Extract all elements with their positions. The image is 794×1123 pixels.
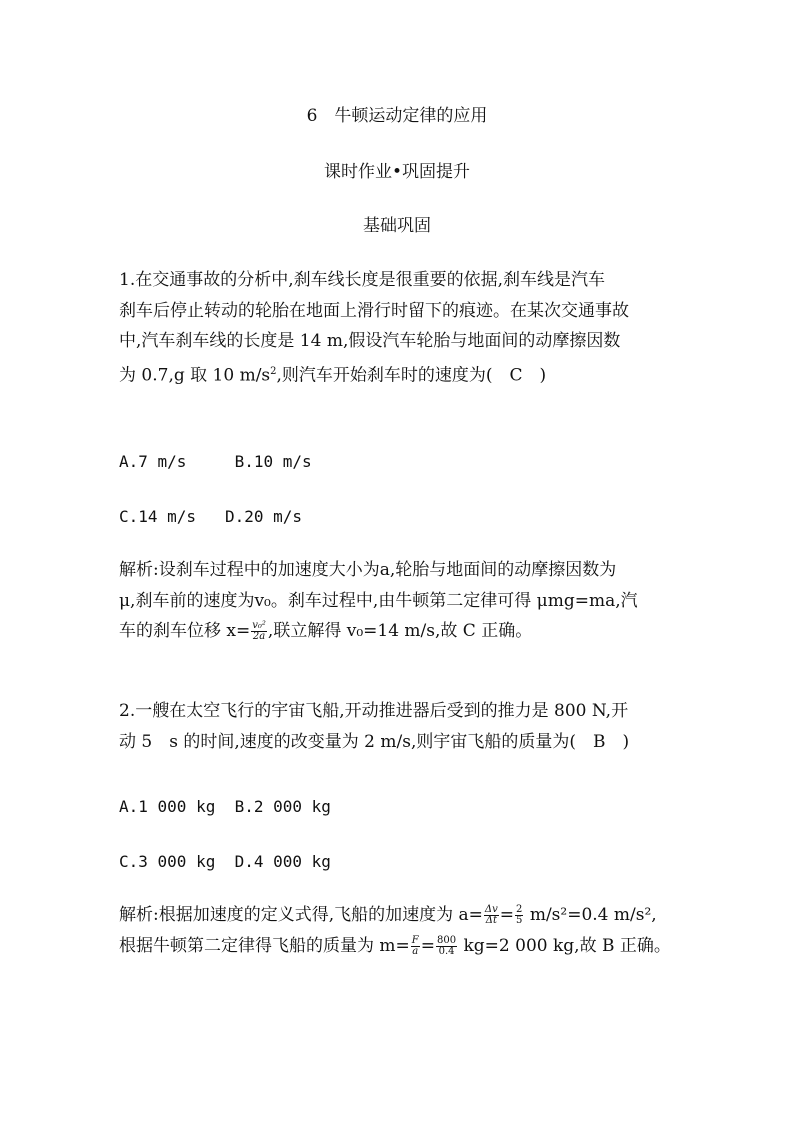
q1-solution-line-3 bbox=[119, 616, 679, 647]
q2-solution-line-1 bbox=[119, 900, 679, 931]
page-title: 6 牛顿运动定律的应用 bbox=[306, 106, 488, 126]
fraction-denominator: a bbox=[412, 945, 419, 957]
q1-line-3: 中,汽车刹车线的长度是 14 m,假设汽车轮胎与地面间的动摩擦因数 bbox=[119, 331, 621, 351]
q1-solution-fraction bbox=[251, 621, 267, 642]
q1-line-4-answer: ,则汽车开始刹车时的速度为( C ) bbox=[276, 365, 547, 386]
q1-line-4 bbox=[119, 357, 679, 391]
q2-options-row-2 bbox=[119, 852, 331, 871]
q2-solution-fraction-1 bbox=[484, 905, 499, 926]
q2-solution-line-1-end: m/s²=0.4 m/s², bbox=[524, 905, 657, 925]
q2-solution-fraction-2 bbox=[515, 905, 523, 926]
q1-options-row-1 bbox=[119, 452, 312, 471]
q2-option-b: B.2 000 kg bbox=[234, 797, 331, 816]
fraction-denominator: 2a bbox=[252, 631, 266, 642]
q2-solution-line-2 bbox=[119, 931, 679, 962]
fraction-numerator: Δv bbox=[484, 904, 498, 915]
q2-solution-line-2-text: 根据牛顿第二定律得飞船的质量为 m= bbox=[119, 935, 410, 956]
q1-line-4-text: 为 0.7,g 取 10 m/s bbox=[119, 365, 271, 386]
question-1 bbox=[119, 265, 679, 391]
equals-sign: = bbox=[499, 905, 515, 925]
fraction-denominator: 0.4 bbox=[438, 945, 455, 957]
q2-options-row-1 bbox=[119, 797, 331, 816]
q2-option-a: A.1 000 kg bbox=[119, 797, 216, 816]
fraction-numerator: F bbox=[411, 934, 419, 946]
fraction-numerator: v₀² bbox=[252, 620, 266, 631]
page-subtitle: 课时作业•巩固提升 bbox=[323, 162, 471, 182]
q2-solution-line-1-text: 解析:根据加速度的定义式得,飞船的加速度为 a= bbox=[119, 905, 483, 925]
q1-solution bbox=[119, 555, 679, 647]
q2-line-1: 2.一艘在太空飞行的宇宙飞船,开动推进器后受到的推力是 800 N,开 bbox=[119, 701, 629, 721]
q2-solution-fraction-4 bbox=[436, 936, 457, 957]
fraction-numerator: 800 bbox=[436, 934, 457, 946]
fraction-denominator: 5 bbox=[516, 915, 523, 926]
fraction-denominator: Δt bbox=[485, 915, 497, 926]
q1-line-2: 刹车后停止转动的轮胎在地面上滑行时留下的痕迹。在某次交通事故 bbox=[119, 300, 629, 321]
q2-solution-line-2-end: kg=2 000 kg,故 B 正确。 bbox=[458, 935, 671, 956]
q1-line-4-exponent: 2 bbox=[270, 365, 277, 377]
q1-option-c: C.14 m/s bbox=[119, 507, 197, 526]
q1-option-a: A.7 m/s bbox=[119, 452, 187, 471]
q1-solution-line-1: 解析:设刹车过程中的加速度大小为a,轮胎与地面间的动摩擦因数为 bbox=[119, 560, 617, 580]
q1-option-d: D.20 m/s bbox=[224, 507, 303, 526]
q1-options-row-2 bbox=[119, 507, 302, 526]
q2-option-d: D.4 000 kg bbox=[234, 852, 331, 871]
fraction-numerator: 2 bbox=[516, 904, 523, 915]
section-heading: 基础巩固 bbox=[363, 216, 431, 236]
q1-solution-line-3-text: 车的刹车位移 x= bbox=[119, 621, 251, 641]
q2-line-2: 动 5 s 的时间,速度的改变量为 2 m/s,则宇宙飞船的质量为( B ) bbox=[119, 731, 630, 752]
q2-solution-fraction-3 bbox=[411, 936, 420, 957]
question-2 bbox=[119, 696, 679, 757]
q2-option-c: C.3 000 kg bbox=[119, 852, 216, 871]
q1-option-b: B.10 m/s bbox=[234, 452, 312, 471]
q2-solution bbox=[119, 900, 679, 961]
q1-solution-line-2: μ,刹车前的速度为v₀。刹车过程中,由牛顿第二定律可得 μmg=ma,汽 bbox=[119, 590, 638, 611]
q1-solution-line-3-end: ,联立解得 v₀=14 m/s,故 C 正确。 bbox=[267, 621, 533, 641]
q1-line-1: 1.在交通事故的分析中,刹车线长度是很重要的依据,刹车线是汽车 bbox=[119, 270, 606, 290]
equals-sign: = bbox=[420, 935, 435, 956]
